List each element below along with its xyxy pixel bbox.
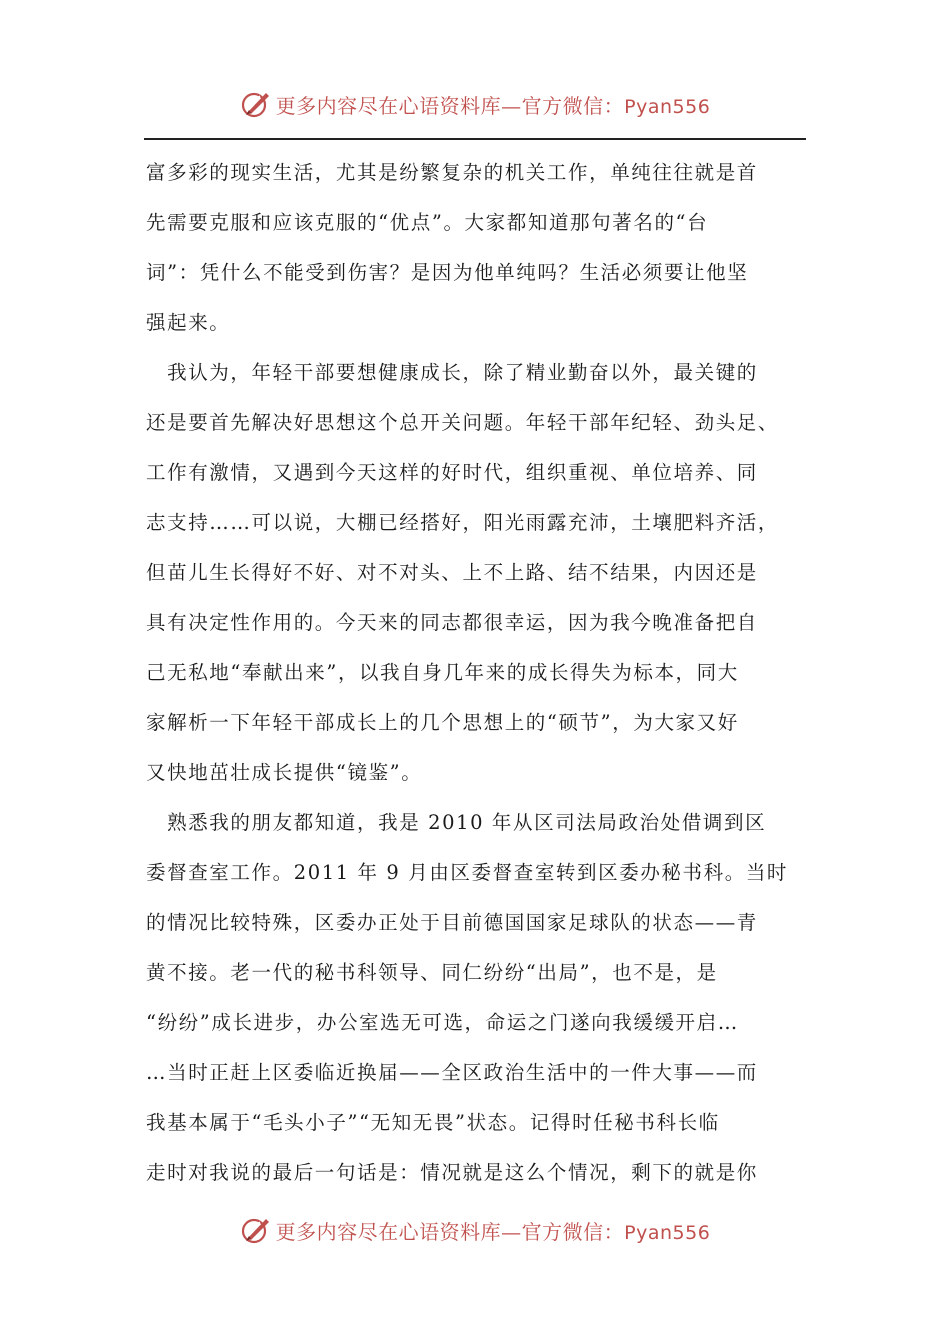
header-banner (0, 84, 950, 124)
footer-banner-wechat-id: Pyan556 (624, 1221, 711, 1244)
body-line: 又快地茁壮成长提供“镜鉴”。 (146, 761, 423, 784)
body-line: 具有决定性作用的。今天来的同志都很幸运，因为我今晚准备把自 (146, 611, 758, 634)
body-line: 我认为，年轻干部要想健康成长，除了精业勤奋以外，最关键的 (146, 361, 758, 384)
body-line: 走时对我说的最后一句话是：情况就是这么个情况，剩下的就是你 (146, 1161, 758, 1184)
header-banner-text-cn: 更多内容尽在心语资料库—官方微信： (275, 93, 625, 118)
body-line: 己无私地“奉献出来”，以我自身几年来的成长得失为标本，同大 (146, 661, 739, 684)
body-line: 词”：凭什么不能受到伤害？是因为他单纯吗？生活必须要让他坚 (146, 261, 749, 284)
header-banner-text (276, 90, 711, 119)
body-line: 但苗儿生长得好不好、对不对头、上不上路、结不结果，内因还是 (146, 561, 758, 584)
body-line: 还是要首先解决好思想这个总开关问题。年轻干部年纪轻、劲头足、 (146, 411, 780, 434)
header-divider (144, 138, 806, 140)
body-line: 委督查室工作。2011 年 9 月由区委督查室转到区委办秘书科。当时 (146, 861, 789, 884)
body-line: 志支持……可以说，大棚已经搭好，阳光雨露充沛，土壤肥料齐活， (146, 511, 780, 534)
header-banner-wechat-id: Pyan556 (624, 95, 711, 118)
quill-pen-icon (240, 1214, 272, 1246)
body-line: …当时正赶上区委临近换届——全区政治生活中的一件大事——而 (146, 1061, 758, 1084)
body-line: 熟悉我的朋友都知道，我是 2010 年从区司法局政治处借调到区 (146, 811, 767, 834)
body-line: 富多彩的现实生活，尤其是纷繁复杂的机关工作，单纯往往就是首 (146, 161, 758, 184)
body-line: 强起来。 (146, 311, 231, 334)
body-line: 先需要克服和应该克服的“优点”。大家都知道那句著名的“台 (146, 211, 709, 234)
footer-banner (0, 1210, 950, 1250)
quill-pen-icon (240, 88, 272, 120)
body-line: 黄不接。老一代的秘书科领导、同仁纷纷“出局”，也不是，是 (146, 961, 718, 984)
document-body (146, 148, 808, 1198)
body-line: 我基本属于“毛头小子”“无知无畏”状态。记得时任秘书科长临 (146, 1111, 720, 1134)
footer-banner-text-cn: 更多内容尽在心语资料库—官方微信： (275, 1219, 625, 1244)
footer-banner-text (276, 1216, 711, 1245)
body-line: “纷纷”成长进步，办公室选无可选，命运之门遂向我缓缓开启… (146, 1011, 739, 1034)
body-line: 家解析一下年轻干部成长上的几个思想上的“硕节”，为大家又好 (146, 711, 739, 734)
body-line: 工作有激情，又遇到今天这样的好时代，组织重视、单位培养、同 (146, 461, 758, 484)
body-line: 的情况比较特殊，区委办正处于目前德国国家足球队的状态——青 (146, 911, 758, 934)
